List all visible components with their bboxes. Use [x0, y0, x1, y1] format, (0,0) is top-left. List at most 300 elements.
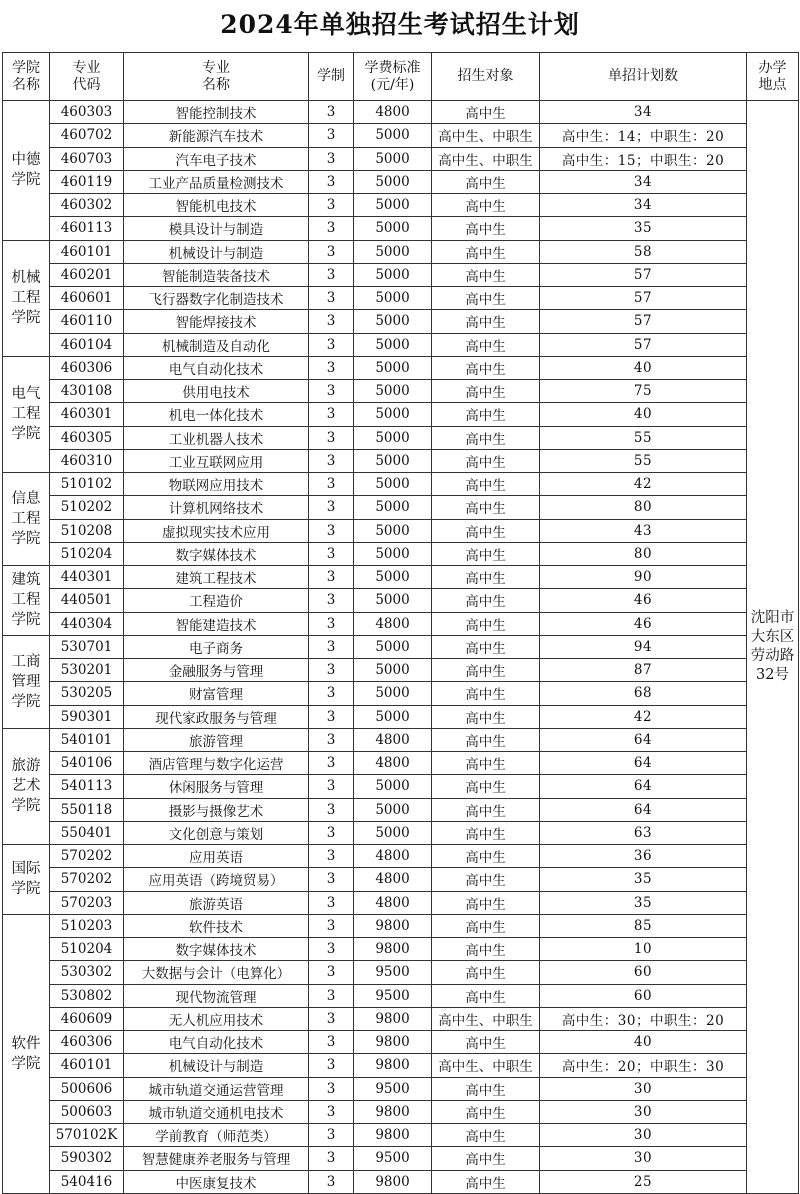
cell-plan: 30: [540, 1124, 747, 1147]
cell-plan: 高中生：15；中职生：20: [540, 147, 747, 170]
header-code: 专业 代码: [50, 53, 124, 101]
cell-tuition: 4800: [354, 101, 432, 124]
table-row: [3, 775, 799, 798]
table-row: [3, 891, 799, 914]
cell-target: 高中生: [432, 659, 540, 682]
cell-code: 460101: [50, 1054, 124, 1077]
cell-tuition: 5000: [354, 659, 432, 682]
cell-name: 数字媒体技术: [124, 542, 309, 565]
cell-name: 飞行器数字化制造技术: [124, 287, 309, 310]
cell-tuition: 9800: [354, 1031, 432, 1054]
cell-duration: 3: [309, 752, 354, 775]
cell-tuition: 5000: [354, 147, 432, 170]
table-row: [3, 984, 799, 1007]
header-college: 学院 名称: [3, 53, 50, 101]
cell-plan: 34: [540, 194, 747, 217]
table-row: [3, 1100, 799, 1123]
header-name: 专业 名称: [124, 53, 309, 101]
cell-tuition: 4800: [354, 868, 432, 891]
cell-duration: 3: [309, 426, 354, 449]
cell-duration: 3: [309, 938, 354, 961]
cell-plan: 57: [540, 287, 747, 310]
cell-duration: 3: [309, 798, 354, 821]
cell-duration: 3: [309, 682, 354, 705]
table-row: [3, 821, 799, 844]
cell-target: 高中生: [432, 426, 540, 449]
cell-plan: 64: [540, 728, 747, 751]
cell-duration: 3: [309, 566, 354, 589]
cell-duration: 3: [309, 1007, 354, 1030]
table-row: [3, 938, 799, 961]
cell-target: 高中生: [432, 473, 540, 496]
cell-tuition: 5000: [354, 682, 432, 705]
cell-name: 软件技术: [124, 914, 309, 937]
cell-tuition: 5000: [354, 356, 432, 379]
cell-target: 高中生、中职生: [432, 124, 540, 147]
cell-code: 540416: [50, 1170, 124, 1193]
cell-name: 模具设计与制造: [124, 217, 309, 240]
cell-code: 460703: [50, 147, 124, 170]
cell-plan: 55: [540, 426, 747, 449]
cell-target: 高中生: [432, 798, 540, 821]
cell-name: 城市轨道交通运营管理: [124, 1077, 309, 1100]
cell-name: 摄影与摄像艺术: [124, 798, 309, 821]
cell-target: 高中生: [432, 775, 540, 798]
cell-name: 文化创意与策划: [124, 821, 309, 844]
cell-target: 高中生: [432, 589, 540, 612]
cell-target: 高中生: [432, 1124, 540, 1147]
cell-tuition: 5000: [354, 170, 432, 193]
cell-plan: 68: [540, 682, 747, 705]
cell-duration: 3: [309, 287, 354, 310]
cell-name: 旅游管理: [124, 728, 309, 751]
cell-target: 高中生、中职生: [432, 1054, 540, 1077]
cell-target: 高中生: [432, 914, 540, 937]
cell-code: 460601: [50, 287, 124, 310]
cell-duration: 3: [309, 101, 354, 124]
cell-plan: 40: [540, 1031, 747, 1054]
cell-code: 530201: [50, 659, 124, 682]
cell-code: 550118: [50, 798, 124, 821]
cell-name: 城市轨道交通机电技术: [124, 1100, 309, 1123]
cell-code: 440304: [50, 612, 124, 635]
cell-plan: 10: [540, 938, 747, 961]
cell-target: 高中生: [432, 333, 540, 356]
cell-code: 460306: [50, 1031, 124, 1054]
cell-tuition: 5000: [354, 821, 432, 844]
table-row: [3, 217, 799, 240]
cell-duration: 3: [309, 868, 354, 891]
cell-tuition: 5000: [354, 473, 432, 496]
cell-plan: 64: [540, 752, 747, 775]
cell-name: 大数据与会计（电算化）: [124, 961, 309, 984]
cell-name: 酒店管理与数字化运营: [124, 752, 309, 775]
table-row: [3, 659, 799, 682]
cell-duration: 3: [309, 380, 354, 403]
table-row: [3, 170, 799, 193]
cell-plan: 高中生：30；中职生：20: [540, 1007, 747, 1030]
cell-name: 电子商务: [124, 635, 309, 658]
cell-plan: 高中生：14；中职生：20: [540, 124, 747, 147]
cell-duration: 3: [309, 403, 354, 426]
cell-target: 高中生: [432, 403, 540, 426]
table-row: [3, 124, 799, 147]
table-row: [3, 868, 799, 891]
cell-duration: 3: [309, 519, 354, 542]
cell-tuition: 4800: [354, 845, 432, 868]
cell-duration: 3: [309, 728, 354, 751]
cell-target: 高中生: [432, 170, 540, 193]
cell-tuition: 9500: [354, 1077, 432, 1100]
table-row: [3, 356, 799, 379]
cell-tuition: 5000: [354, 310, 432, 333]
cell-plan: 75: [540, 380, 747, 403]
cell-code: 530302: [50, 961, 124, 984]
table-row: [3, 287, 799, 310]
table-row: [3, 101, 799, 124]
table-row: [3, 263, 799, 286]
cell-name: 财富管理: [124, 682, 309, 705]
cell-target: 高中生: [432, 961, 540, 984]
cell-tuition: 5000: [354, 449, 432, 472]
cell-duration: 3: [309, 542, 354, 565]
cell-target: 高中生: [432, 449, 540, 472]
cell-duration: 3: [309, 449, 354, 472]
cell-duration: 3: [309, 612, 354, 635]
college-name: 中德 学院: [3, 101, 50, 241]
cell-name: 现代家政服务与管理: [124, 705, 309, 728]
cell-tuition: 5000: [354, 589, 432, 612]
cell-name: 金融服务与管理: [124, 659, 309, 682]
college-name: 信息 工程 学院: [3, 473, 50, 566]
cell-tuition: 9500: [354, 1147, 432, 1170]
cell-duration: 3: [309, 961, 354, 984]
table-row: [3, 1077, 799, 1100]
cell-tuition: 5000: [354, 217, 432, 240]
cell-plan: 87: [540, 659, 747, 682]
cell-plan: 64: [540, 775, 747, 798]
cell-plan: 55: [540, 449, 747, 472]
table-row: [3, 798, 799, 821]
table-row: [3, 194, 799, 217]
cell-target: 高中生: [432, 310, 540, 333]
cell-code: 570102K: [50, 1124, 124, 1147]
cell-plan: 58: [540, 240, 747, 263]
cell-tuition: 5000: [354, 519, 432, 542]
cell-plan: 94: [540, 635, 747, 658]
cell-target: 高中生: [432, 519, 540, 542]
table-row: [3, 914, 799, 937]
cell-tuition: 5000: [354, 426, 432, 449]
cell-tuition: 9800: [354, 1170, 432, 1193]
table-row: [3, 1124, 799, 1147]
table-body: [3, 101, 799, 1194]
college-name: 旅游 艺术 学院: [3, 728, 50, 844]
cell-code: 440501: [50, 589, 124, 612]
cell-plan: 57: [540, 310, 747, 333]
cell-code: 460101: [50, 240, 124, 263]
table-row: [3, 240, 799, 263]
cell-name: 汽车电子技术: [124, 147, 309, 170]
cell-target: 高中生: [432, 845, 540, 868]
cell-tuition: 5000: [354, 798, 432, 821]
cell-name: 工业互联网应用: [124, 449, 309, 472]
cell-duration: 3: [309, 705, 354, 728]
cell-name: 中医康复技术: [124, 1170, 309, 1193]
cell-code: 530701: [50, 635, 124, 658]
cell-plan: 90: [540, 566, 747, 589]
cell-tuition: 9800: [354, 914, 432, 937]
cell-duration: 3: [309, 310, 354, 333]
table-row: [3, 1007, 799, 1030]
table-row: [3, 496, 799, 519]
cell-name: 现代物流管理: [124, 984, 309, 1007]
cell-name: 机械设计与制造: [124, 240, 309, 263]
college-name: 工商 管理 学院: [3, 635, 50, 728]
cell-name: 无人机应用技术: [124, 1007, 309, 1030]
cell-plan: 40: [540, 403, 747, 426]
table-row: [3, 1031, 799, 1054]
cell-target: 高中生: [432, 984, 540, 1007]
cell-name: 学前教育（师范类）: [124, 1124, 309, 1147]
cell-duration: 3: [309, 891, 354, 914]
cell-code: 440301: [50, 566, 124, 589]
header-duration: 学制: [309, 53, 354, 101]
cell-target: 高中生: [432, 891, 540, 914]
cell-tuition: 9800: [354, 1100, 432, 1123]
table-row: [3, 333, 799, 356]
cell-plan: 46: [540, 612, 747, 635]
table-row: [3, 845, 799, 868]
cell-code: 460301: [50, 403, 124, 426]
cell-tuition: 5000: [354, 775, 432, 798]
cell-name: 数字媒体技术: [124, 938, 309, 961]
cell-target: 高中生: [432, 635, 540, 658]
cell-code: 590301: [50, 705, 124, 728]
cell-code: 540101: [50, 728, 124, 751]
table-row: [3, 426, 799, 449]
cell-name: 智能机电技术: [124, 194, 309, 217]
cell-tuition: 5000: [354, 287, 432, 310]
cell-name: 智慧健康养老服务与管理: [124, 1147, 309, 1170]
table-row: [3, 403, 799, 426]
cell-duration: 3: [309, 775, 354, 798]
table-row: [3, 705, 799, 728]
table-row: [3, 728, 799, 751]
cell-code: 500606: [50, 1077, 124, 1100]
cell-name: 电气自动化技术: [124, 1031, 309, 1054]
cell-code: 540113: [50, 775, 124, 798]
cell-duration: 3: [309, 984, 354, 1007]
cell-code: 500603: [50, 1100, 124, 1123]
cell-target: 高中生: [432, 682, 540, 705]
cell-tuition: 5000: [354, 635, 432, 658]
cell-target: 高中生、中职生: [432, 147, 540, 170]
header-tuition: 学费标准 (元/年): [354, 53, 432, 101]
cell-code: 460119: [50, 170, 124, 193]
cell-plan: 35: [540, 217, 747, 240]
college-name: 电气 工程 学院: [3, 356, 50, 472]
table-header-row: [3, 53, 799, 101]
cell-duration: 3: [309, 1147, 354, 1170]
cell-code: 570202: [50, 868, 124, 891]
cell-duration: 3: [309, 1054, 354, 1077]
cell-duration: 3: [309, 473, 354, 496]
table-row: [3, 635, 799, 658]
cell-target: 高中生: [432, 705, 540, 728]
cell-duration: 3: [309, 217, 354, 240]
cell-name: 供用电技术: [124, 380, 309, 403]
header-target: 招生对象: [432, 53, 540, 101]
cell-duration: 3: [309, 194, 354, 217]
cell-code: 460113: [50, 217, 124, 240]
cell-target: 高中生: [432, 612, 540, 635]
cell-code: 460104: [50, 333, 124, 356]
cell-plan: 46: [540, 589, 747, 612]
cell-tuition: 4800: [354, 891, 432, 914]
enrollment-plan-table: [2, 52, 799, 1194]
cell-name: 物联网应用技术: [124, 473, 309, 496]
cell-tuition: 5000: [354, 333, 432, 356]
table-row: [3, 519, 799, 542]
cell-plan: 80: [540, 496, 747, 519]
cell-name: 应用英语: [124, 845, 309, 868]
cell-name: 旅游英语: [124, 891, 309, 914]
table-row: [3, 752, 799, 775]
cell-duration: 3: [309, 1124, 354, 1147]
cell-tuition: 9500: [354, 984, 432, 1007]
cell-code: 590302: [50, 1147, 124, 1170]
cell-tuition: 9800: [354, 1054, 432, 1077]
cell-plan: 80: [540, 542, 747, 565]
cell-name: 新能源汽车技术: [124, 124, 309, 147]
cell-plan: 34: [540, 170, 747, 193]
cell-target: 高中生、中职生: [432, 1007, 540, 1030]
campus-location: 沈阳市 大东区 劳动路 32号: [747, 101, 799, 1194]
college-name: 机械 工程 学院: [3, 240, 50, 356]
cell-target: 高中生: [432, 566, 540, 589]
cell-plan: 25: [540, 1170, 747, 1193]
cell-code: 460306: [50, 356, 124, 379]
cell-duration: 3: [309, 914, 354, 937]
cell-target: 高中生: [432, 821, 540, 844]
table-row: [3, 566, 799, 589]
cell-code: 460702: [50, 124, 124, 147]
cell-tuition: 5000: [354, 566, 432, 589]
cell-name: 应用英语（跨境贸易）: [124, 868, 309, 891]
cell-code: 530205: [50, 682, 124, 705]
cell-target: 高中生: [432, 752, 540, 775]
cell-code: 530802: [50, 984, 124, 1007]
cell-duration: 3: [309, 333, 354, 356]
cell-code: 460110: [50, 310, 124, 333]
cell-code: 430108: [50, 380, 124, 403]
cell-target: 高中生: [432, 263, 540, 286]
cell-target: 高中生: [432, 194, 540, 217]
cell-code: 460302: [50, 194, 124, 217]
cell-target: 高中生: [432, 356, 540, 379]
cell-tuition: 5000: [354, 124, 432, 147]
cell-name: 机械设计与制造: [124, 1054, 309, 1077]
cell-name: 休闲服务与管理: [124, 775, 309, 798]
cell-code: 460609: [50, 1007, 124, 1030]
cell-target: 高中生: [432, 101, 540, 124]
cell-plan: 60: [540, 984, 747, 1007]
cell-tuition: 5000: [354, 542, 432, 565]
table-row: [3, 449, 799, 472]
cell-target: 高中生: [432, 496, 540, 519]
cell-code: 460310: [50, 449, 124, 472]
cell-plan: 35: [540, 868, 747, 891]
table-row: [3, 1147, 799, 1170]
cell-tuition: 5000: [354, 380, 432, 403]
cell-code: 510208: [50, 519, 124, 542]
cell-name: 工业机器人技术: [124, 426, 309, 449]
college-name: 建筑 工程 学院: [3, 566, 50, 636]
cell-target: 高中生: [432, 1077, 540, 1100]
cell-target: 高中生: [432, 240, 540, 263]
table-row: [3, 682, 799, 705]
table-row: [3, 380, 799, 403]
cell-tuition: 9500: [354, 961, 432, 984]
cell-tuition: 5000: [354, 403, 432, 426]
cell-name: 建筑工程技术: [124, 566, 309, 589]
cell-code: 510102: [50, 473, 124, 496]
college-name: 国际 学院: [3, 845, 50, 915]
cell-tuition: 9800: [354, 1007, 432, 1030]
cell-plan: 57: [540, 263, 747, 286]
table-row: [3, 961, 799, 984]
college-name: 软件 学院: [3, 914, 50, 1193]
cell-tuition: 5000: [354, 263, 432, 286]
cell-tuition: 9800: [354, 1124, 432, 1147]
header-plan: 单招计划数: [540, 53, 747, 101]
cell-name: 工业产品质量检测技术: [124, 170, 309, 193]
cell-duration: 3: [309, 659, 354, 682]
cell-plan: 34: [540, 101, 747, 124]
cell-plan: 42: [540, 705, 747, 728]
cell-target: 高中生: [432, 542, 540, 565]
cell-name: 机械制造及自动化: [124, 333, 309, 356]
cell-target: 高中生: [432, 287, 540, 310]
cell-name: 虚拟现实技术应用: [124, 519, 309, 542]
cell-duration: 3: [309, 356, 354, 379]
cell-duration: 3: [309, 1100, 354, 1123]
cell-duration: 3: [309, 821, 354, 844]
cell-plan: 35: [540, 891, 747, 914]
cell-name: 智能制造装备技术: [124, 263, 309, 286]
cell-tuition: 9800: [354, 938, 432, 961]
cell-duration: 3: [309, 496, 354, 519]
cell-name: 电气自动化技术: [124, 356, 309, 379]
table-row: [3, 542, 799, 565]
cell-plan: 30: [540, 1147, 747, 1170]
cell-target: 高中生: [432, 868, 540, 891]
cell-target: 高中生: [432, 938, 540, 961]
cell-plan: 30: [540, 1077, 747, 1100]
cell-tuition: 5000: [354, 496, 432, 519]
cell-plan: 43: [540, 519, 747, 542]
cell-plan: 60: [540, 961, 747, 984]
cell-duration: 3: [309, 147, 354, 170]
cell-code: 550401: [50, 821, 124, 844]
cell-plan: 85: [540, 914, 747, 937]
cell-duration: 3: [309, 124, 354, 147]
cell-name: 智能控制技术: [124, 101, 309, 124]
cell-name: 计算机网络技术: [124, 496, 309, 519]
cell-plan: 40: [540, 356, 747, 379]
cell-code: 510203: [50, 914, 124, 937]
